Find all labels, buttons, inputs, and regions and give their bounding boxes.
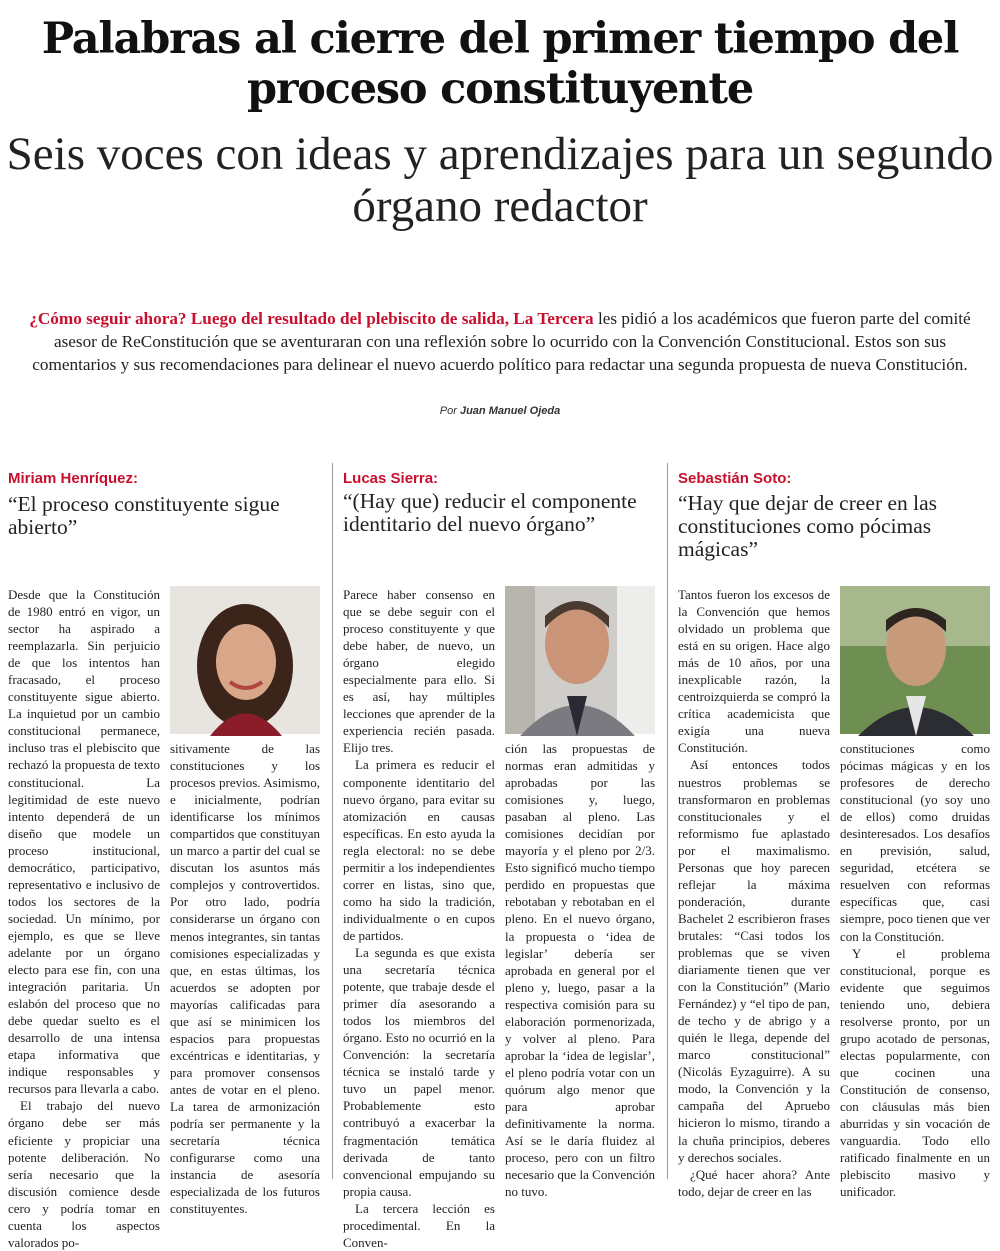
paragraph: La tercera lección es procedimental. En la Conven- [343, 1200, 495, 1250]
author-name: Lucas Sierra: [343, 470, 439, 487]
paragraph: Desde que la Constitución de 1980 entró en vigor, un sector ha aspirado a reemplazarla. Sin perjuicio de que los intentos han fracasado, el proceso constituyente sigue abierto. La inquietud por un cambio constitucional permanece, incluso tras el plebiscito que rechazó la propuesta de texto constitucional. La legitimidad de este nuevo intento dependerá de un diseño que modele un proceso institucional, democrático, participativo, representativo e inclusivo de todos los sectores de la sociedad. Un mínimo, por ejemplo, es que se lleve adelante por un órgano electo para ese fin, con una integración paritaria. Un eslabón del proceso que no debe quedar suelto es el desarrollo de una intensa etapa informativa que indique responsables y recursos para llevarla a cabo. [8, 587, 160, 1097]
subheadline: Seis voces con ideas y aprendizajes para un segundo órgano redactor [6, 128, 994, 232]
article-text [343, 586, 495, 1250]
paragraph: sitivamente de las constituciones y los procesos previos. Asimismo, e inicialmente, podrían identificarse los mínimos compartidos que constituyan un marco a partir del cual se discutan los asuntos más complejos y controvertidos. Por otro lado, podría considerarse un órgano con menos integrantes, sin tantas comisiones especializadas y que, en estas últimas, los acuerdos se adopten por mayorías calificadas para que así se minimicen los espacios para propuestas excéntricas e identitarias, y para promover consensos antes de votar en el pleno. La tarea de armonización podría ser permanente y la secretaría técnica configurarse como una instancia de asesoría especializada de los futuros constituyentes. [170, 741, 320, 1217]
author-photo [840, 586, 990, 734]
author-photo [170, 586, 320, 734]
paragraph: El trabajo del nuevo órgano debe ser más eficiente y propiciar una potente deliberación. No sería necesario que la discusión comience desde cero y podría tomar en cuenta los aspectos valorados po- [8, 1098, 160, 1250]
paragraph: La primera es reducir el componente identitario del nuevo órgano, para evitar su atomización en causas específicas. En esto ayuda la regla electoral: no se debe permitir a los independientes correr en listas, sino que, como ha sido la tradición, individualmente o en cupos de partidos. [343, 757, 495, 943]
author-quote: “Hay que dejar de creer en las constituciones como pócimas mágicas” [678, 491, 938, 561]
headline: Palabras al cierre del primer tiempo del proceso constituyente [41, 14, 959, 114]
paragraph: Así entonces todos nuestros problemas se transformaron en problemas constitucionales y el reformismo fue aplastado por el maximalismo. Personas que hoy parecen reflejar la máxima ponderación, durante Bachelet 2 escribieron frases brutales: “Casi todos los problemas que se viven diariamente tienen que ver con la Constitución” (Mario Fernández) y “el tipo de pan, de techo y de abrigo y a quién le llega, depende del marco constitucional” (Nicolás Eyzaguirre). A su modo, la Convención y la campaña del Apruebo hicieron lo mismo, tirando a la chuña principios, deberes y derechos sociales. [678, 757, 830, 1165]
paragraph: constituciones como pócimas mágicas y en los profesores de derecho constitucional (yo soy uno de ellos) como druidas desinteresados. Los desafíos en previsión, salud, seguridad, etcétera se resuelven con reformas específicas que, casi siempre, poco tienen que ver con la Constitución. [840, 741, 990, 944]
article-text [170, 740, 320, 1217]
intro-lead: ¿Cómo seguir ahora? Luego del resultado del plebiscito de salida, La Tercera [29, 309, 594, 328]
author-photo [505, 586, 655, 734]
author-name: Miriam Henríquez: [8, 470, 139, 487]
portrait-man-suit-icon [505, 586, 655, 734]
author-quote: “El proceso constituyente sigue abierto” [8, 492, 280, 539]
portrait-woman-icon [170, 586, 320, 734]
byline-author: Juan Manuel Ojeda [459, 405, 561, 417]
paragraph: Tantos fueron los excesos de la Convención que hemos olvidado un problema que está en su origen. Hace algo más de 10 años, por una inexplicable razón, la centroizquierda se compró la crítica academicista que exigía una nueva Constitución. [678, 587, 830, 756]
column-divider [332, 463, 333, 1179]
article-text [840, 740, 990, 1200]
author-name: Sebastián Soto: [678, 470, 792, 487]
paragraph: Parece haber consenso en que se debe seguir con el proceso constituyente y que debe haber, de nuevo, un órgano elegido especialmente para ello. Si es así, hay múltiples lecciones que aprender de la experiencia recién pasada. Elijo tres. [343, 587, 495, 756]
byline [0, 405, 1000, 417]
byline-prefix: Por [439, 405, 457, 417]
portrait-man-outdoor-icon [840, 586, 990, 734]
intro-text: les pidió a los académicos que fueron parte del comité asesor de ReConstitución que se aventuraran con una reflexión sobre lo ocurrido con la Convención Constitucional. Estos son sus comentarios y sus recomendaciones para delinear el nuevo acuerdo político para redactar una segunda propuesta de nueva Constitución. [32, 309, 971, 374]
article-text [678, 586, 830, 1199]
paragraph: La segunda es que exista una secretaría técnica potente, que trabaje desde el primer día asesorando a todos los miembros del órgano. Esto no ocurrió en la Convención: la secretaría técnica se instaló tarde y tuvo un papel menor. Probablemente esto contribuyó a exacerbar la fragmentación temática derivada de tanto convencional empujando su propia causa. [343, 944, 495, 1199]
author-quote: “(Hay que) reducir el componente identitario del nuevo órgano” [343, 489, 637, 536]
paragraph: ción las propuestas de normas eran admitidas y aprobadas por las comisiones y, luego, pasaban al pleno. Las comisiones decidían por mayoría y el pleno por 2/3. Esto significó mucho tiempo perdido en propuestas que rebotaban y rebotaban en el pleno. En el nuevo órgano, la propuesta o ‘idea de legislar’ debería ser aprobada en general por el pleno y, luego, pasar a la respectiva comisión para su elaboración pormenorizada, y volver al pleno. Para aprobar la ‘idea de legislar’, el pleno podría votar con un quórum algo menor que para aprobar definitivamente la norma. Así se le daría fluidez al proceso, pero con un filtro necesario que la Convención no tuvo. [505, 741, 655, 1200]
paragraph: Y el problema constitucional, porque es evidente que seguimos teniendo uno, debiera resolverse pronto, por un grupo acotado de personas, electas popularmente, con que cocinen una Constitución de consenso, con cláusulas más bien aburridas y sin vocación de vanguardia. Todo ello ratificado finalmente en un plebiscito masivo y unificador. [840, 945, 990, 1200]
intro-paragraph [28, 307, 972, 376]
article-text [8, 586, 160, 1250]
column-divider [667, 463, 668, 1179]
article-text [505, 740, 655, 1200]
paragraph: ¿Qué hacer ahora? Ante todo, dejar de creer en las [678, 1166, 830, 1199]
